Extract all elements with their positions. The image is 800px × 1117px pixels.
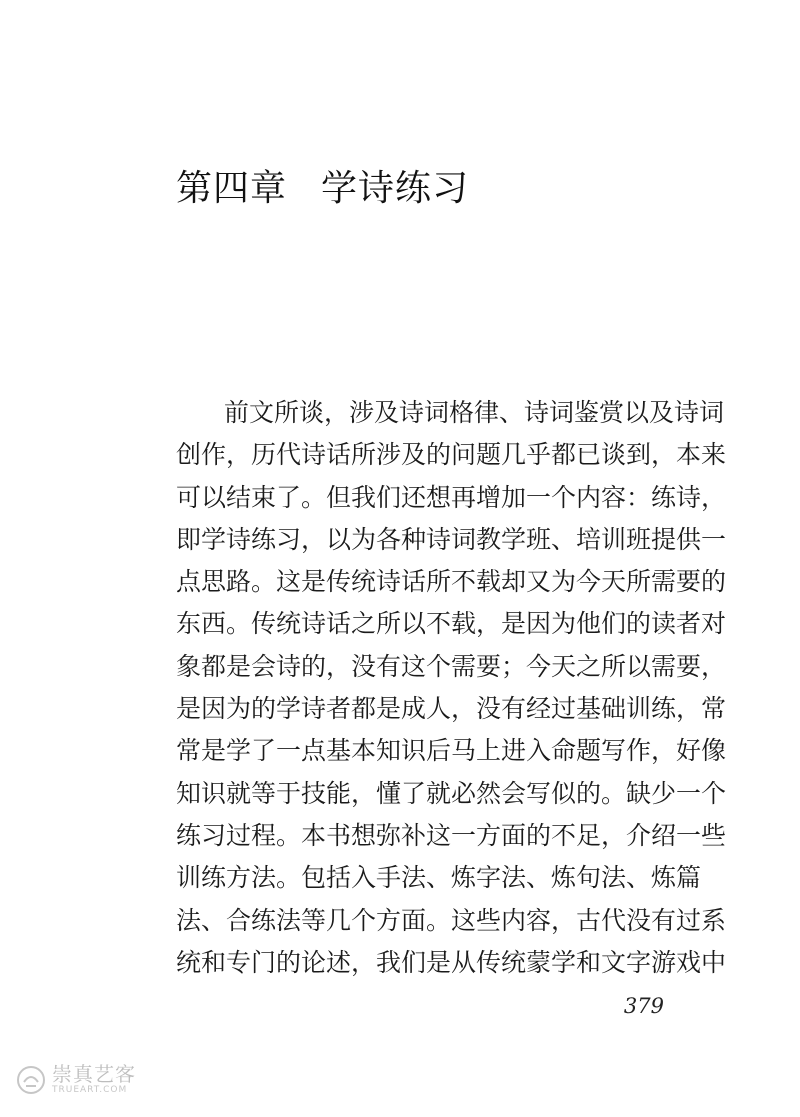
text-line: 常是学了一点基本知识后马上进入命题写作，好像 (176, 736, 727, 766)
trueart-logo-icon (16, 1065, 46, 1095)
text-line: 象都是会诗的，没有这个需要；今天之所以需要， (176, 651, 727, 681)
text-line: 知识就等于技能，懂了就必然会写似的。缺少一个 (176, 778, 727, 808)
text-line: 可以结束了。但我们还想再增加一个内容：练诗， (176, 482, 727, 512)
watermark-name: 崇真艺客 (52, 1062, 136, 1086)
text-line: 是因为的学诗者都是成人，没有经过基础训练，常 (176, 694, 727, 724)
body-paragraph (176, 392, 727, 984)
chapter-number: 第四章 (176, 168, 288, 209)
chapter-title: 学诗练习 (321, 168, 470, 209)
text-line: 练习过程。本书想弥补这一方面的不足，介绍一些 (176, 820, 727, 850)
text-line: 前文所谈，涉及诗词格律、诗词鉴赏以及诗词 (224, 398, 725, 427)
text-line: 即学诗练习，以为各种诗词教学班、培训班提供一 (176, 524, 727, 554)
page-number: 379 (623, 994, 664, 1018)
text-line: 法、合练法等几个方面。这些内容，古代没有过系 (176, 905, 727, 935)
chapter-heading (176, 160, 469, 211)
text-line: 点思路。这是传统诗话所不载却又为今天所需要的 (176, 567, 727, 597)
text-line: 创作，历代诗话所涉及的问题几乎都已谈到，本来 (176, 440, 727, 470)
watermark-domain: TRUEART.COM (52, 1085, 128, 1095)
text-line: 训练方法。包括入手法、炼字法、炼句法、炼篇 (176, 863, 702, 893)
watermark (16, 1064, 136, 1095)
text-line: 东西。传统诗话之所以不载，是因为他们的读者对 (176, 609, 727, 639)
text-line: 统和专门的论述，我们是从传统蒙学和文字游戏中 (176, 947, 727, 977)
